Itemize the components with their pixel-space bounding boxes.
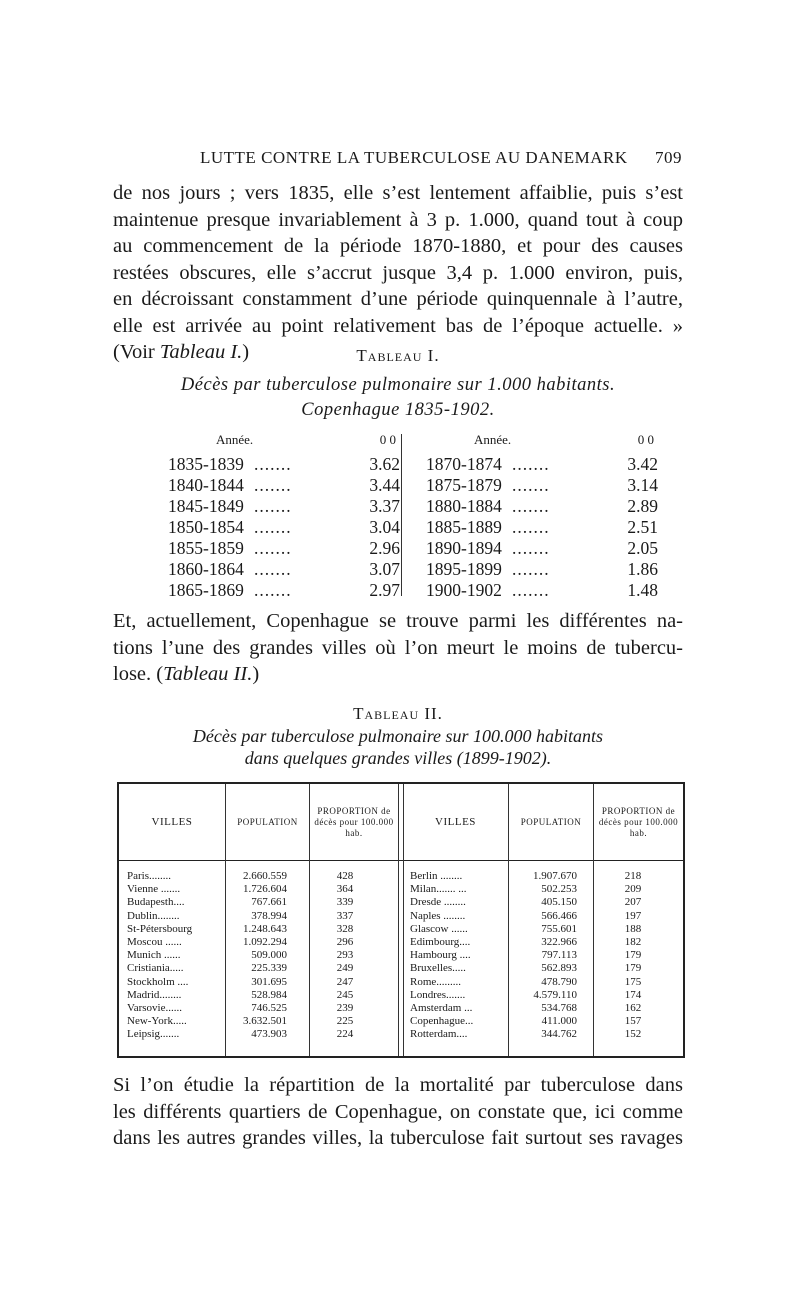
population-value: 502.253 (541, 883, 577, 896)
death-rate: 3.37 (369, 496, 400, 516)
leader-dots: ....... (254, 454, 292, 474)
proportion-value: 245 (336, 988, 354, 1001)
population-value: 322.966 (541, 936, 577, 948)
city-name: Berlin ........ (410, 870, 463, 882)
city-name: Cristiania..... (127, 962, 184, 975)
proportion-value: 157 (624, 1015, 642, 1028)
page-number: 709 (655, 148, 682, 167)
table-reference: Tableau II. (163, 663, 253, 685)
leader-dots: ....... (512, 496, 550, 516)
leader-dots: ....... (512, 517, 550, 537)
population-value: 225.339 (251, 962, 287, 975)
leader-dots: ....... (512, 559, 550, 579)
leader-dots: ....... (254, 538, 292, 558)
city-name: St-Pétersbourg (127, 922, 193, 935)
city-name: Madrid........ (127, 988, 182, 1001)
period: 1835-1839 (168, 454, 244, 474)
city-name: Paris........ (127, 870, 171, 882)
proportion-value: 296 (336, 936, 354, 948)
death-rate: 1.86 (627, 559, 658, 579)
death-rate: 1.48 (627, 580, 658, 600)
population-value: 1.907.670 (533, 870, 577, 882)
proportion-value: 209 (624, 883, 642, 896)
city-name: Dresde ........ (410, 896, 466, 909)
table-1-row (168, 538, 400, 559)
leader-dots: ....... (254, 559, 292, 579)
table-1-row (426, 517, 658, 538)
period: 1885-1889 (426, 517, 502, 537)
city-name: Dublin........ (127, 909, 180, 922)
table-1-header (426, 432, 658, 454)
period: 1875-1879 (426, 475, 502, 495)
text-line: Et, actuellement, Copenhague se trouve parmi les différentes na- (113, 610, 683, 632)
table-1 (168, 432, 658, 600)
running-title: LUTTE CONTRE LA TUBERCULOSE AU DANEMARK (200, 148, 628, 167)
city-name: Milan....... ... (410, 883, 467, 896)
header-population: POPULATION (237, 816, 298, 827)
population-value: 3.632.501 (243, 1015, 287, 1028)
table-1-left-column (168, 432, 400, 601)
table-1-title: Tableau I. (356, 346, 440, 365)
header-villes: VILLES (435, 815, 476, 828)
proportion-value: 179 (624, 962, 642, 975)
text-line: elle est arrivée au point relativement bas de l’époque actuelle. » (113, 314, 683, 337)
table-1-row (168, 517, 400, 538)
text-line: dans les autres grandes villes, la tuberculose fait surtout ses ravages (113, 1127, 683, 1149)
population-value: 767.661 (251, 896, 287, 909)
proportion-value: 225 (336, 1015, 354, 1028)
proportion-value: 339 (336, 896, 354, 909)
leader-dots: ....... (254, 580, 292, 600)
population-value: 301.695 (251, 975, 287, 988)
period: 1890-1894 (426, 538, 502, 558)
text-line: maintenue presque invariablement à 3 p. 1.000, quand tout à coup (113, 208, 683, 231)
city-name: Naples ........ (410, 909, 466, 922)
table-1-row (426, 580, 658, 601)
text-line: les différents quartiers de Copenhague, on constate que, ici comme (113, 1100, 683, 1123)
death-rate: 3.42 (627, 454, 658, 474)
proportion-value: 247 (336, 975, 354, 988)
table-1-rows-left (168, 454, 400, 601)
death-rate: 2.97 (369, 580, 400, 600)
leader-dots: ....... (512, 538, 550, 558)
proportion-value: 197 (624, 909, 642, 922)
population-value: 528.984 (251, 988, 287, 1001)
population-value: 4.579.110 (533, 988, 577, 1001)
period: 1865-1869 (168, 580, 244, 600)
death-rate: 2.51 (627, 517, 658, 537)
leader-dots: ....... (512, 475, 550, 495)
period: 1840-1844 (168, 475, 244, 495)
population-value: 478.790 (541, 975, 577, 988)
table-1-header (168, 432, 400, 454)
proportion-value: 207 (624, 896, 642, 909)
population-value: 755.601 (541, 922, 577, 935)
leader-dots: ....... (254, 496, 292, 516)
period: 1850-1854 (168, 517, 244, 537)
city-name: Glascow ...... (410, 922, 468, 935)
population-value: 405.150 (541, 896, 577, 909)
city-name: Moscou ...... (127, 936, 182, 948)
paragraph-3 (113, 1072, 683, 1152)
city-name: Budapesth.... (127, 896, 185, 909)
column-divider (401, 434, 402, 596)
population-value: 411.000 (541, 1015, 577, 1028)
text-line: tions l’une des grandes villes où l’on meurt le moins de tubercu- (113, 636, 683, 659)
table-reference: Tableau I. (159, 341, 243, 363)
death-rate: 3.04 (369, 517, 400, 537)
period: 1900-1902 (426, 580, 502, 600)
proportion-value: 174 (624, 988, 642, 1001)
city-name: Amsterdam ... (410, 1002, 473, 1014)
table-1-row (426, 475, 658, 496)
population-value: 566.466 (541, 909, 577, 922)
population-value: 344.762 (541, 1028, 577, 1041)
period: 1860-1864 (168, 559, 244, 579)
city-name: Leipsig....... (127, 1028, 180, 1041)
population-value: 1.726.604 (243, 883, 287, 896)
proportion-value: 188 (624, 922, 642, 935)
period: 1880-1884 (426, 496, 502, 516)
leader-dots: ....... (254, 475, 292, 495)
population-value: 534.768 (541, 1002, 577, 1014)
population-value: 473.903 (251, 1028, 287, 1041)
period: 1845-1849 (168, 496, 244, 516)
year-header: Année. (216, 432, 254, 447)
population-value: 1.248.643 (243, 922, 287, 935)
population-value: 797.113 (541, 949, 577, 962)
population-value: 562.893 (541, 962, 577, 975)
paragraph-2 (113, 608, 683, 688)
city-name: Stockholm .... (127, 975, 189, 988)
city-name: Munich ...... (127, 949, 181, 962)
period: 1855-1859 (168, 538, 244, 558)
city-name: Bruxelles..... (410, 962, 466, 975)
proportion-value: 428 (336, 870, 354, 882)
period: 1895-1899 (426, 559, 502, 579)
population-value: 509.000 (251, 949, 287, 962)
population-value: 378.994 (251, 909, 287, 922)
year-header: Année. (474, 432, 512, 447)
table-1-row (426, 559, 658, 580)
table-2-subcaption: dans quelques grandes villes (1899-1902). (244, 748, 552, 768)
death-rate: 3.62 (369, 454, 400, 474)
table-1-row (168, 454, 400, 475)
death-rate: 3.07 (369, 559, 400, 579)
table-1-row (168, 580, 400, 601)
city-name: Varsovie...... (127, 1002, 182, 1014)
city-name: Hambourg .... (410, 949, 471, 962)
table-1-row (426, 538, 658, 559)
proportion-value: 182 (624, 936, 642, 948)
death-rate: 2.05 (627, 538, 658, 558)
proportion-value: 152 (624, 1028, 642, 1041)
header-population: POPULATION (520, 816, 582, 827)
population-value: 2.660.559 (243, 870, 287, 882)
permille-header: 0 0 (637, 432, 654, 447)
proportion-value: 218 (624, 870, 642, 882)
header-villes: VILLES (151, 815, 193, 828)
death-rate: 2.89 (627, 496, 658, 516)
header-proportion: PROPORTION de décès pour 100.000 hab. (598, 805, 679, 838)
proportion-value: 249 (336, 962, 354, 975)
city-name: Rome......... (410, 975, 462, 988)
text-fragment: (Voir (113, 341, 160, 363)
leader-dots: ....... (512, 580, 550, 600)
city-name: Londres....... (410, 988, 466, 1001)
text-line: au commencement de la période 1870-1880, et pour des causes (113, 235, 683, 257)
header-proportion: PROPORTION de décès pour 100.000 hab. (314, 805, 394, 838)
table-1-rows-right (426, 454, 658, 601)
city-name: Edimbourg.... (410, 936, 471, 948)
table-2 (117, 782, 685, 1058)
table-1-row (168, 559, 400, 580)
city-name: Vienne ....... (127, 883, 181, 896)
proportion-value: 179 (624, 949, 642, 962)
city-name: New-York..... (127, 1015, 187, 1028)
text-line: de nos jours ; vers 1835, elle s’est lentement affaiblie, puis s’est (113, 182, 683, 204)
proportion-value: 293 (336, 949, 354, 962)
text-line: en décroissant constamment d’une période quinquennale à l’autre, (113, 288, 683, 310)
table-1-row (426, 496, 658, 517)
population-value: 746.525 (251, 1002, 287, 1014)
text-fragment: ) (242, 341, 250, 363)
city-name: Copenhague... (410, 1015, 474, 1028)
population-value: 1.092.294 (243, 936, 287, 948)
city-name: Rotterdam.... (410, 1028, 468, 1041)
proportion-value: 239 (336, 1002, 354, 1014)
table-1-row (168, 496, 400, 517)
text-line: restées obscures, elle s’accrut jusque 3,4 p. 1.000 environ, puis, (113, 261, 683, 284)
text-fragment: lose. ( (113, 663, 164, 685)
proportion-value: 224 (336, 1028, 354, 1041)
leader-dots: ....... (254, 517, 292, 537)
table-2-title: Tableau II. (353, 704, 443, 723)
text-line: Si l’on étudie la répartition de la mortalité par tuberculose dans (113, 1074, 683, 1096)
table-1-row (426, 454, 658, 475)
proportion-value: 328 (336, 922, 354, 935)
death-rate: 3.44 (369, 475, 400, 495)
death-rate: 2.96 (369, 538, 400, 558)
table-1-right-column (426, 432, 658, 601)
text-fragment: ) (252, 663, 260, 685)
death-rate: 3.14 (627, 475, 658, 495)
text-line (113, 661, 683, 688)
period: 1870-1874 (426, 454, 502, 474)
table-1-subcaption: Copenhague 1835-1902. (301, 400, 495, 420)
leader-dots: ....... (512, 454, 550, 474)
table-1-caption: Décès par tuberculose pulmonaire sur 1.000 habitants. (180, 375, 616, 395)
table-1-row (168, 475, 400, 496)
proportion-value: 337 (336, 909, 354, 922)
table-2-caption: Décès par tuberculose pulmonaire sur 100.000 habitants (192, 726, 604, 746)
paragraph-1 (113, 180, 683, 366)
proportion-value: 364 (336, 883, 354, 896)
proportion-value: 162 (624, 1002, 642, 1014)
permille-header: 0 0 (379, 432, 396, 447)
proportion-value: 175 (624, 975, 642, 988)
